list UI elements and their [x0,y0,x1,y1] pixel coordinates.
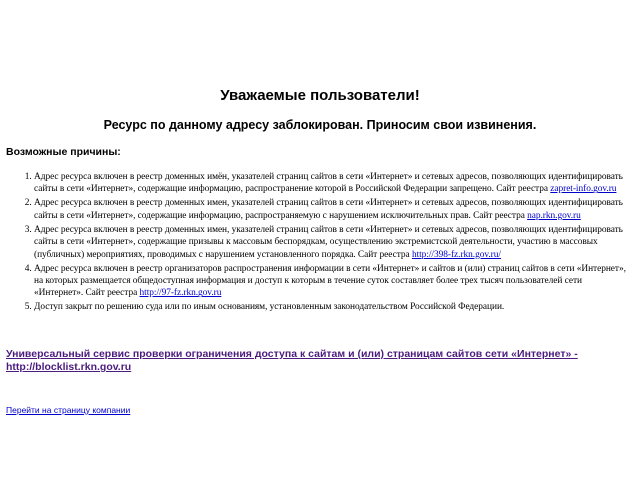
reason-item [34,197,632,222]
blocklist-service-link[interactable]: Универсальный сервис проверки ограничения доступа к сайтам и (или) страницам сайтов сети «Интернет» - http://blocklist.rkn.gov.ru [6,348,578,373]
registry-link[interactable]: http://398-fz.rkn.gov.ru/ [411,249,501,260]
registry-link[interactable]: zapret-info.gov.ru [550,184,617,195]
reason-item [34,171,632,196]
reason-item [34,263,632,300]
company-page-link[interactable]: Перейти на страницу компании [6,405,131,415]
reason-item [34,224,632,261]
page-title: Уважаемые пользователи! [220,87,420,104]
reason-text: Адрес ресурса включен в реестр доменных имен, указателей страниц сайтов в сети «Интернет» и сетевых адресов, позволяющих идентифицировать сайты в сети «Интернет», содержащие призывы к массовым беспорядкам, осуществлению экстремистской деятельности, участию в массовых (публичных) мероприятиях, проводимых с нарушением установленного порядка. Сайт реестра [34,224,623,260]
reason-item [34,301,632,313]
reason-text: Доступ закрыт по решению суда или по иным основаниям, установленным законодательством Российской Федерации. [34,302,505,313]
reason-text: Адрес ресурса включен в реестр организаторов распространения информации в сети «Интернет» и сайтов и (или) страниц сайтов в сети «Интернет», на которых размещается общедоступная информация и доступ к которым в течение суток составляет более трех тысяч пользователей сети «Интернет». Сайт реестра [34,263,626,299]
registry-link[interactable]: nap.rkn.gov.ru [527,210,581,221]
reasons-heading: Возможные причины: [6,146,121,158]
reason-text: Адрес ресурса включен в реестр доменных имён, указателей страниц сайтов в сети «Интернет» и сетевых адресов, позволяющих идентифицировать сайты в сети «Интернет», содержащие информацию, распространение которой в Российской Федерации запрещено. Сайт реестра [34,172,623,195]
page-subtitle: Ресурс по данному адресу заблокирован. Приносим свои извинения. [103,118,537,132]
registry-link[interactable]: http://97-fz.rkn.gov.ru [139,288,222,299]
reasons-list [6,171,632,315]
reason-text: Адрес ресурса включен в реестр доменных имен, указателей страниц сайтов в сети «Интернет» и сетевых адресов, позволяющих идентифицировать сайты в сети «Интернет», содержащие информацию, распространяемую с нарушением исключительных прав. Сайт реестра [34,198,623,221]
